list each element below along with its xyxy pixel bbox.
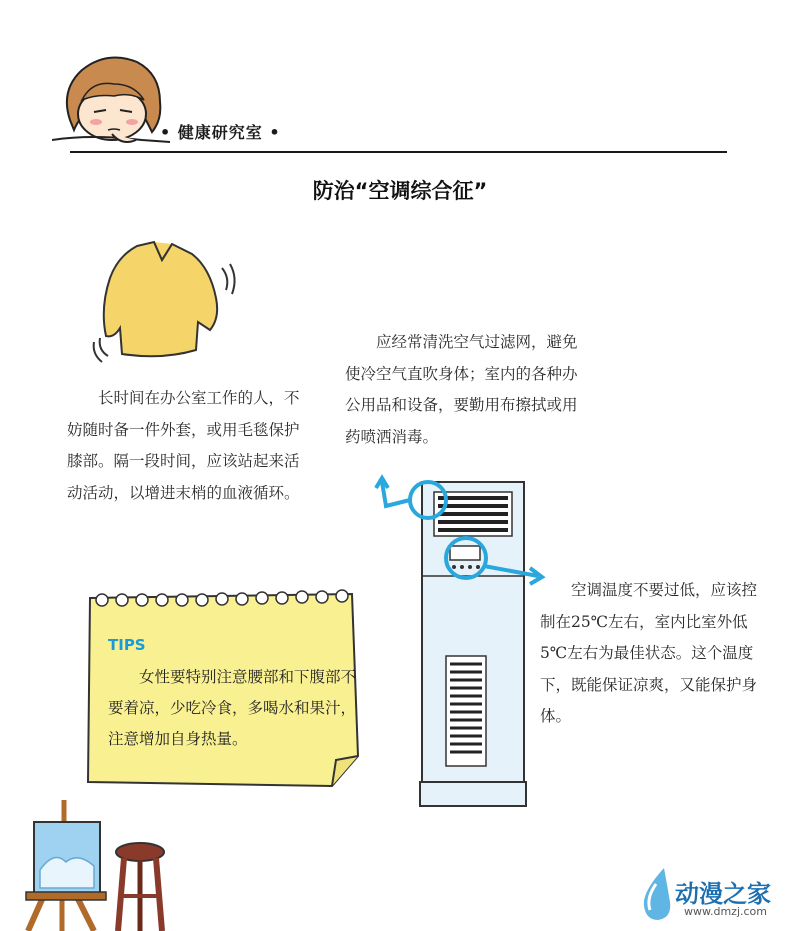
easel-painting-icon [14,800,114,931]
tips-label: TIPS [108,636,146,654]
air-conditioner-icon [372,470,552,815]
clothing-paragraph [67,383,303,509]
page-title: 防治“空调综合征” [312,179,488,203]
filter-paragraph [345,327,591,453]
brand-url: www.dmzj.com [684,905,767,918]
brand-name: 动漫之家 [675,880,771,908]
header-divider [70,151,727,153]
sweater-icon [92,238,242,363]
brand-drop-logo-icon [636,866,676,922]
temperature-text: 空调温度不要过低，应该控制在25℃左右，室内比室外低5℃左右为最佳状态。这个温度下，既能保证凉爽，又能保护身体。 [540,581,758,725]
tips-text: 女性要特别注意腰部和下腹部不要着凉，少吃冷食，多喝水和果汁，注意增加自身热量。 [108,668,357,748]
section-label: • 健康研究室 • [160,123,281,142]
tips-body [108,662,356,755]
filter-text: 应经常清洗空气过滤网，避免使冷空气直吹身体；室内的各种办公用品和设备，要勤用布擦拭或用药喷洒消毒。 [345,333,578,446]
temperature-paragraph [540,575,760,733]
stool-icon [110,840,170,931]
mascot-girl-icon [52,50,170,150]
clothing-text: 长时间在办公室工作的人，不妨随时备一件外套，或用毛毯保护膝部。隔一段时间，应该站起来活动活动，以增进末梢的血液循环。 [67,389,300,502]
